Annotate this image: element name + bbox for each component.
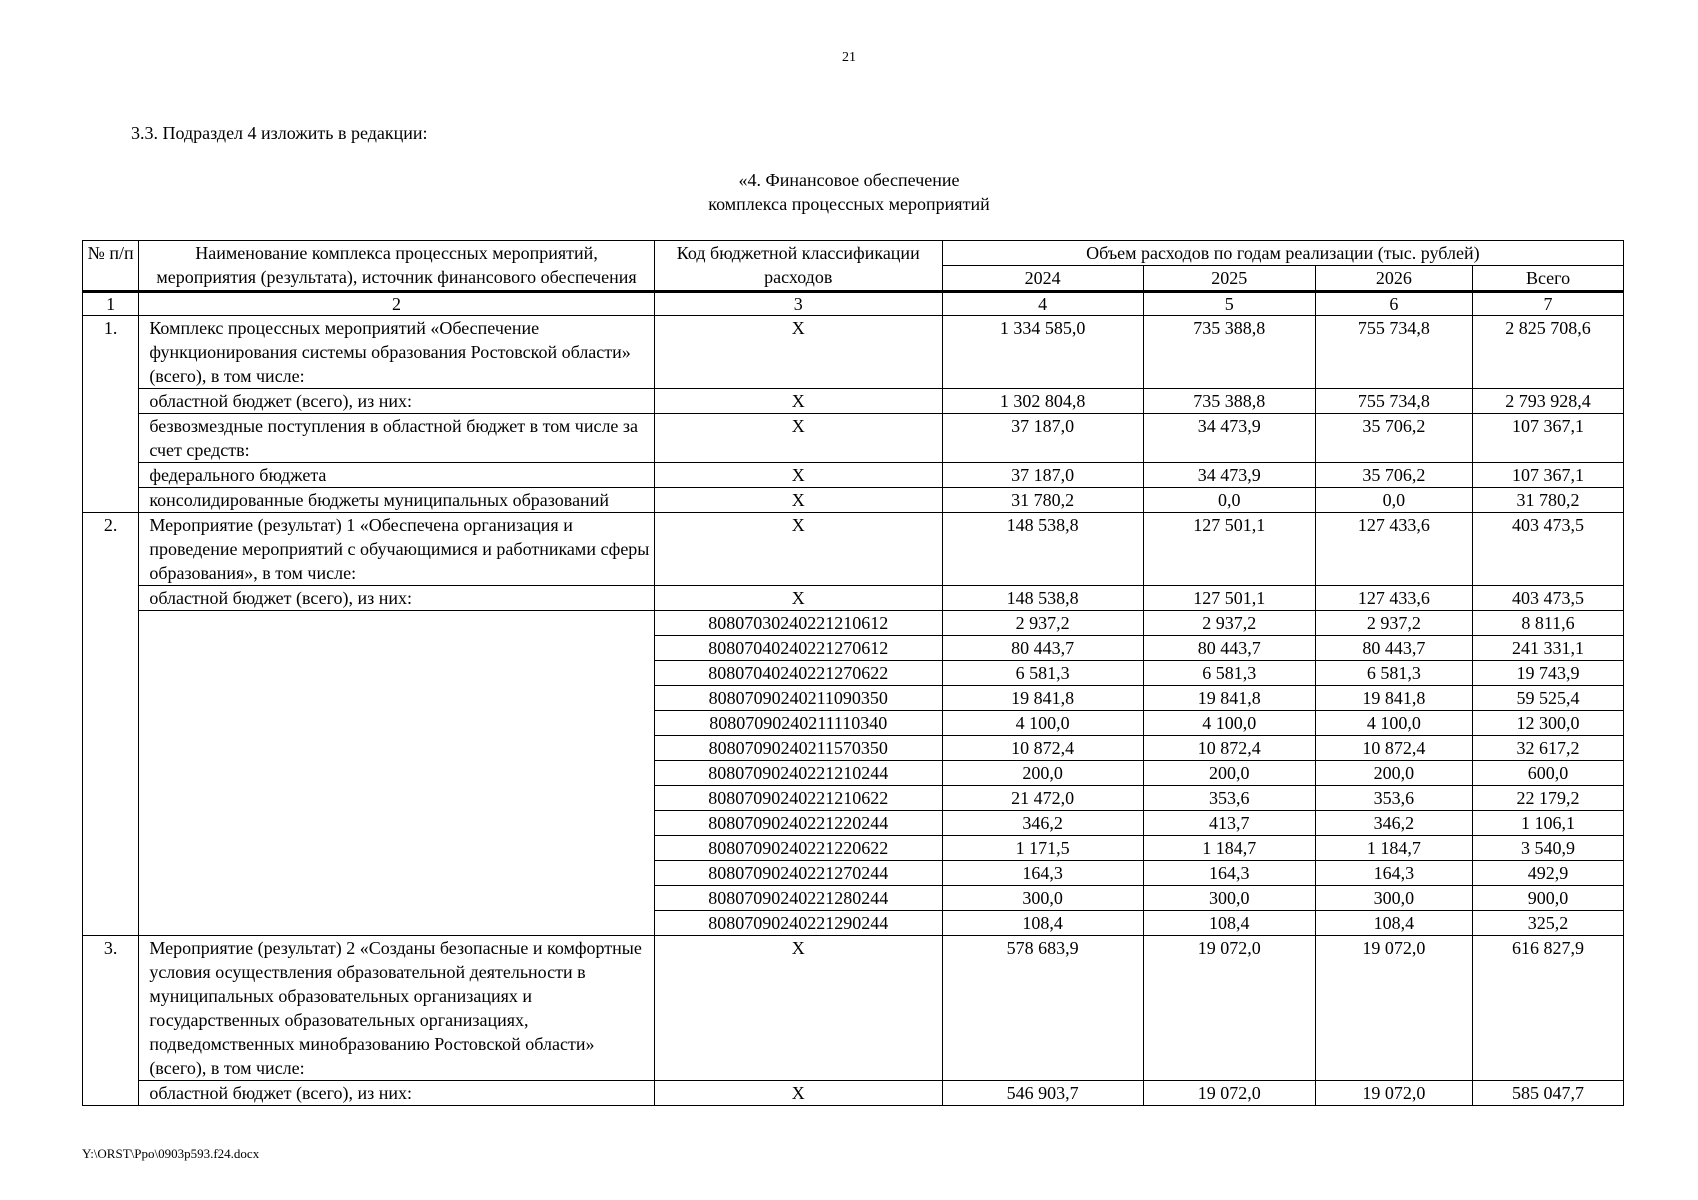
row-code: 80807090240221220622 [654, 836, 942, 861]
table-row [83, 389, 1624, 414]
value-2024: 346,2 [942, 811, 1143, 836]
row-code: Х [654, 389, 942, 414]
value-2024: 2 937,2 [942, 611, 1143, 636]
value-2026: 0,0 [1315, 488, 1472, 513]
value-2026: 127 433,6 [1315, 513, 1472, 586]
value-2025: 34 473,9 [1143, 414, 1315, 463]
value-total: 22 179,2 [1473, 786, 1624, 811]
table-row [83, 513, 1624, 586]
value-2026: 353,6 [1315, 786, 1472, 811]
value-2024: 21 472,0 [942, 786, 1143, 811]
value-2026: 755 734,8 [1315, 389, 1472, 414]
value-2024: 148 538,8 [942, 513, 1143, 586]
table-row [83, 586, 1624, 611]
table-row [83, 414, 1624, 463]
table-row [83, 611, 1624, 636]
section-title-line1: «4. Финансовое обеспечение [738, 170, 960, 190]
value-2025: 735 388,8 [1143, 389, 1315, 414]
row-code: 80807090240221210244 [654, 761, 942, 786]
column-number: 3 [654, 292, 942, 316]
value-total: 616 827,9 [1473, 936, 1624, 1081]
value-2025: 10 872,4 [1143, 736, 1315, 761]
column-number: 5 [1143, 292, 1315, 316]
value-2025: 127 501,1 [1143, 586, 1315, 611]
value-2026: 127 433,6 [1315, 586, 1472, 611]
value-2024: 200,0 [942, 761, 1143, 786]
empty-name-cell [139, 611, 654, 936]
value-total: 403 473,5 [1473, 513, 1624, 586]
row-code: Х [654, 1081, 942, 1106]
row-code: Х [654, 463, 942, 488]
value-total: 585 047,7 [1473, 1081, 1624, 1106]
value-total: 900,0 [1473, 886, 1624, 911]
value-total: 492,9 [1473, 861, 1624, 886]
value-2024: 19 841,8 [942, 686, 1143, 711]
column-number: 2 [139, 292, 654, 316]
column-number: 1 [83, 292, 139, 316]
row-code: Х [654, 488, 942, 513]
value-2025: 735 388,8 [1143, 316, 1315, 389]
row-code: Х [654, 586, 942, 611]
table-body [83, 316, 1624, 1106]
row-code: 80807090240221290244 [654, 911, 942, 936]
value-total: 403 473,5 [1473, 586, 1624, 611]
value-total: 59 525,4 [1473, 686, 1624, 711]
value-total: 241 331,1 [1473, 636, 1624, 661]
value-2024: 37 187,0 [942, 463, 1143, 488]
row-code: 80807090240211570350 [654, 736, 942, 761]
value-2024: 80 443,7 [942, 636, 1143, 661]
header-volume: Объем расходов по годам реализации (тыс. рублей) [942, 241, 1623, 266]
table-row [83, 936, 1624, 1081]
value-2025: 4 100,0 [1143, 711, 1315, 736]
header-year-2026: 2026 [1315, 266, 1472, 292]
page-number: 21 [842, 50, 856, 65]
header-year-2024: 2024 [942, 266, 1143, 292]
value-2024: 164,3 [942, 861, 1143, 886]
value-total: 32 617,2 [1473, 736, 1624, 761]
value-2025: 413,7 [1143, 811, 1315, 836]
header-name: Наименование комплекса процессных мероприятий, мероприятия (результата), источник финансового обеспечения [139, 241, 654, 292]
value-total: 31 780,2 [1473, 488, 1624, 513]
value-2025: 19 072,0 [1143, 936, 1315, 1081]
row-code: 80807030240221210612 [654, 611, 942, 636]
value-2024: 108,4 [942, 911, 1143, 936]
value-2026: 10 872,4 [1315, 736, 1472, 761]
header-code: Код бюджетной классификации расходов [654, 241, 942, 292]
value-2025: 353,6 [1143, 786, 1315, 811]
value-2026: 346,2 [1315, 811, 1472, 836]
row-code: 80807090240211110340 [654, 711, 942, 736]
value-total: 19 743,9 [1473, 661, 1624, 686]
table-row [83, 316, 1624, 389]
value-total: 8 811,6 [1473, 611, 1624, 636]
row-code: Х [654, 513, 942, 586]
value-2026: 19 072,0 [1315, 936, 1472, 1081]
value-2026: 108,4 [1315, 911, 1472, 936]
row-name: федерального бюджета [139, 463, 654, 488]
value-2025: 0,0 [1143, 488, 1315, 513]
value-2024: 546 903,7 [942, 1081, 1143, 1106]
value-2024: 148 538,8 [942, 586, 1143, 611]
column-numbers-row [83, 292, 1624, 316]
table-head [83, 241, 1624, 316]
value-total: 3 540,9 [1473, 836, 1624, 861]
value-2025: 19 841,8 [1143, 686, 1315, 711]
value-2025: 164,3 [1143, 861, 1315, 886]
value-total: 12 300,0 [1473, 711, 1624, 736]
row-code: Х [654, 414, 942, 463]
value-total: 1 106,1 [1473, 811, 1624, 836]
value-2024: 1 334 585,0 [942, 316, 1143, 389]
value-2025: 2 937,2 [1143, 611, 1315, 636]
value-total: 107 367,1 [1473, 414, 1624, 463]
value-total: 2 793 928,4 [1473, 389, 1624, 414]
value-2026: 6 581,3 [1315, 661, 1472, 686]
section-title-line2: комплекса процессных мероприятий [708, 194, 990, 214]
row-code: 80807090240221270244 [654, 861, 942, 886]
value-2026: 2 937,2 [1315, 611, 1472, 636]
row-code: 80807090240221210622 [654, 786, 942, 811]
row-name: областной бюджет (всего), из них: [139, 389, 654, 414]
value-2025: 300,0 [1143, 886, 1315, 911]
header-total: Всего [1473, 266, 1624, 292]
table-row [83, 488, 1624, 513]
value-2026: 4 100,0 [1315, 711, 1472, 736]
value-2025: 19 072,0 [1143, 1081, 1315, 1106]
value-2025: 6 581,3 [1143, 661, 1315, 686]
value-2025: 127 501,1 [1143, 513, 1315, 586]
table-row [83, 463, 1624, 488]
row-number: 3. [83, 936, 139, 1106]
value-total: 107 367,1 [1473, 463, 1624, 488]
value-2026: 19 072,0 [1315, 1081, 1472, 1106]
column-number: 6 [1315, 292, 1472, 316]
column-number: 4 [942, 292, 1143, 316]
value-2026: 35 706,2 [1315, 463, 1472, 488]
value-2026: 200,0 [1315, 761, 1472, 786]
row-code: 80807040240221270612 [654, 636, 942, 661]
finance-table [82, 240, 1624, 1106]
intro-text: 3.3. Подраздел 4 изложить в редакции: [131, 123, 428, 143]
column-number: 7 [1473, 292, 1624, 316]
footer-file-path: Y:\ORST\Ppo\0903p593.f24.docx [82, 1146, 260, 1161]
finance-table-wrap [82, 240, 1624, 1106]
row-code: 80807040240221270622 [654, 661, 942, 686]
row-name: Мероприятие (результат) 1 «Обеспечена организация и проведение мероприятий с обучающимися и работниками сферы образования», в том числе: [139, 513, 654, 586]
value-2026: 300,0 [1315, 886, 1472, 911]
value-total: 325,2 [1473, 911, 1624, 936]
row-name: безвозмездные поступления в областной бюджет в том числе за счет средств: [139, 414, 654, 463]
row-code: 80807090240221220244 [654, 811, 942, 836]
value-2024: 1 171,5 [942, 836, 1143, 861]
value-2024: 1 302 804,8 [942, 389, 1143, 414]
value-2025: 1 184,7 [1143, 836, 1315, 861]
row-name: Мероприятие (результат) 2 «Созданы безопасные и комфортные условия осуществления образовательной деятельности в муниципальных образовательных организациях и государственных образовательных организациях, подведомственных минобразованию Ростовской области» (всего), в том числе: [139, 936, 654, 1081]
row-code: Х [654, 316, 942, 389]
value-2024: 578 683,9 [942, 936, 1143, 1081]
value-2025: 34 473,9 [1143, 463, 1315, 488]
value-2026: 80 443,7 [1315, 636, 1472, 661]
row-code: 80807090240211090350 [654, 686, 942, 711]
value-total: 2 825 708,6 [1473, 316, 1624, 389]
value-2026: 164,3 [1315, 861, 1472, 886]
row-name: Комплекс процессных мероприятий «Обеспечение функционирования системы образования Ростовской области» (всего), в том числе: [139, 316, 654, 389]
value-2026: 1 184,7 [1315, 836, 1472, 861]
value-2026: 35 706,2 [1315, 414, 1472, 463]
value-total: 600,0 [1473, 761, 1624, 786]
row-number: 2. [83, 513, 139, 936]
row-name: областной бюджет (всего), из них: [139, 586, 654, 611]
value-2024: 6 581,3 [942, 661, 1143, 686]
value-2025: 200,0 [1143, 761, 1315, 786]
value-2024: 4 100,0 [942, 711, 1143, 736]
value-2024: 10 872,4 [942, 736, 1143, 761]
row-name: областной бюджет (всего), из них: [139, 1081, 654, 1106]
header-year-2025: 2025 [1143, 266, 1315, 292]
value-2025: 108,4 [1143, 911, 1315, 936]
row-code: 80807090240221280244 [654, 886, 942, 911]
value-2026: 19 841,8 [1315, 686, 1472, 711]
value-2024: 31 780,2 [942, 488, 1143, 513]
row-name: консолидированные бюджеты муниципальных образований [139, 488, 654, 513]
value-2025: 80 443,7 [1143, 636, 1315, 661]
value-2026: 755 734,8 [1315, 316, 1472, 389]
table-row [83, 1081, 1624, 1106]
value-2024: 300,0 [942, 886, 1143, 911]
section-title [0, 168, 1698, 216]
row-number: 1. [83, 316, 139, 513]
header-num: № п/п [83, 241, 139, 292]
row-code: Х [654, 936, 942, 1081]
value-2024: 37 187,0 [942, 414, 1143, 463]
